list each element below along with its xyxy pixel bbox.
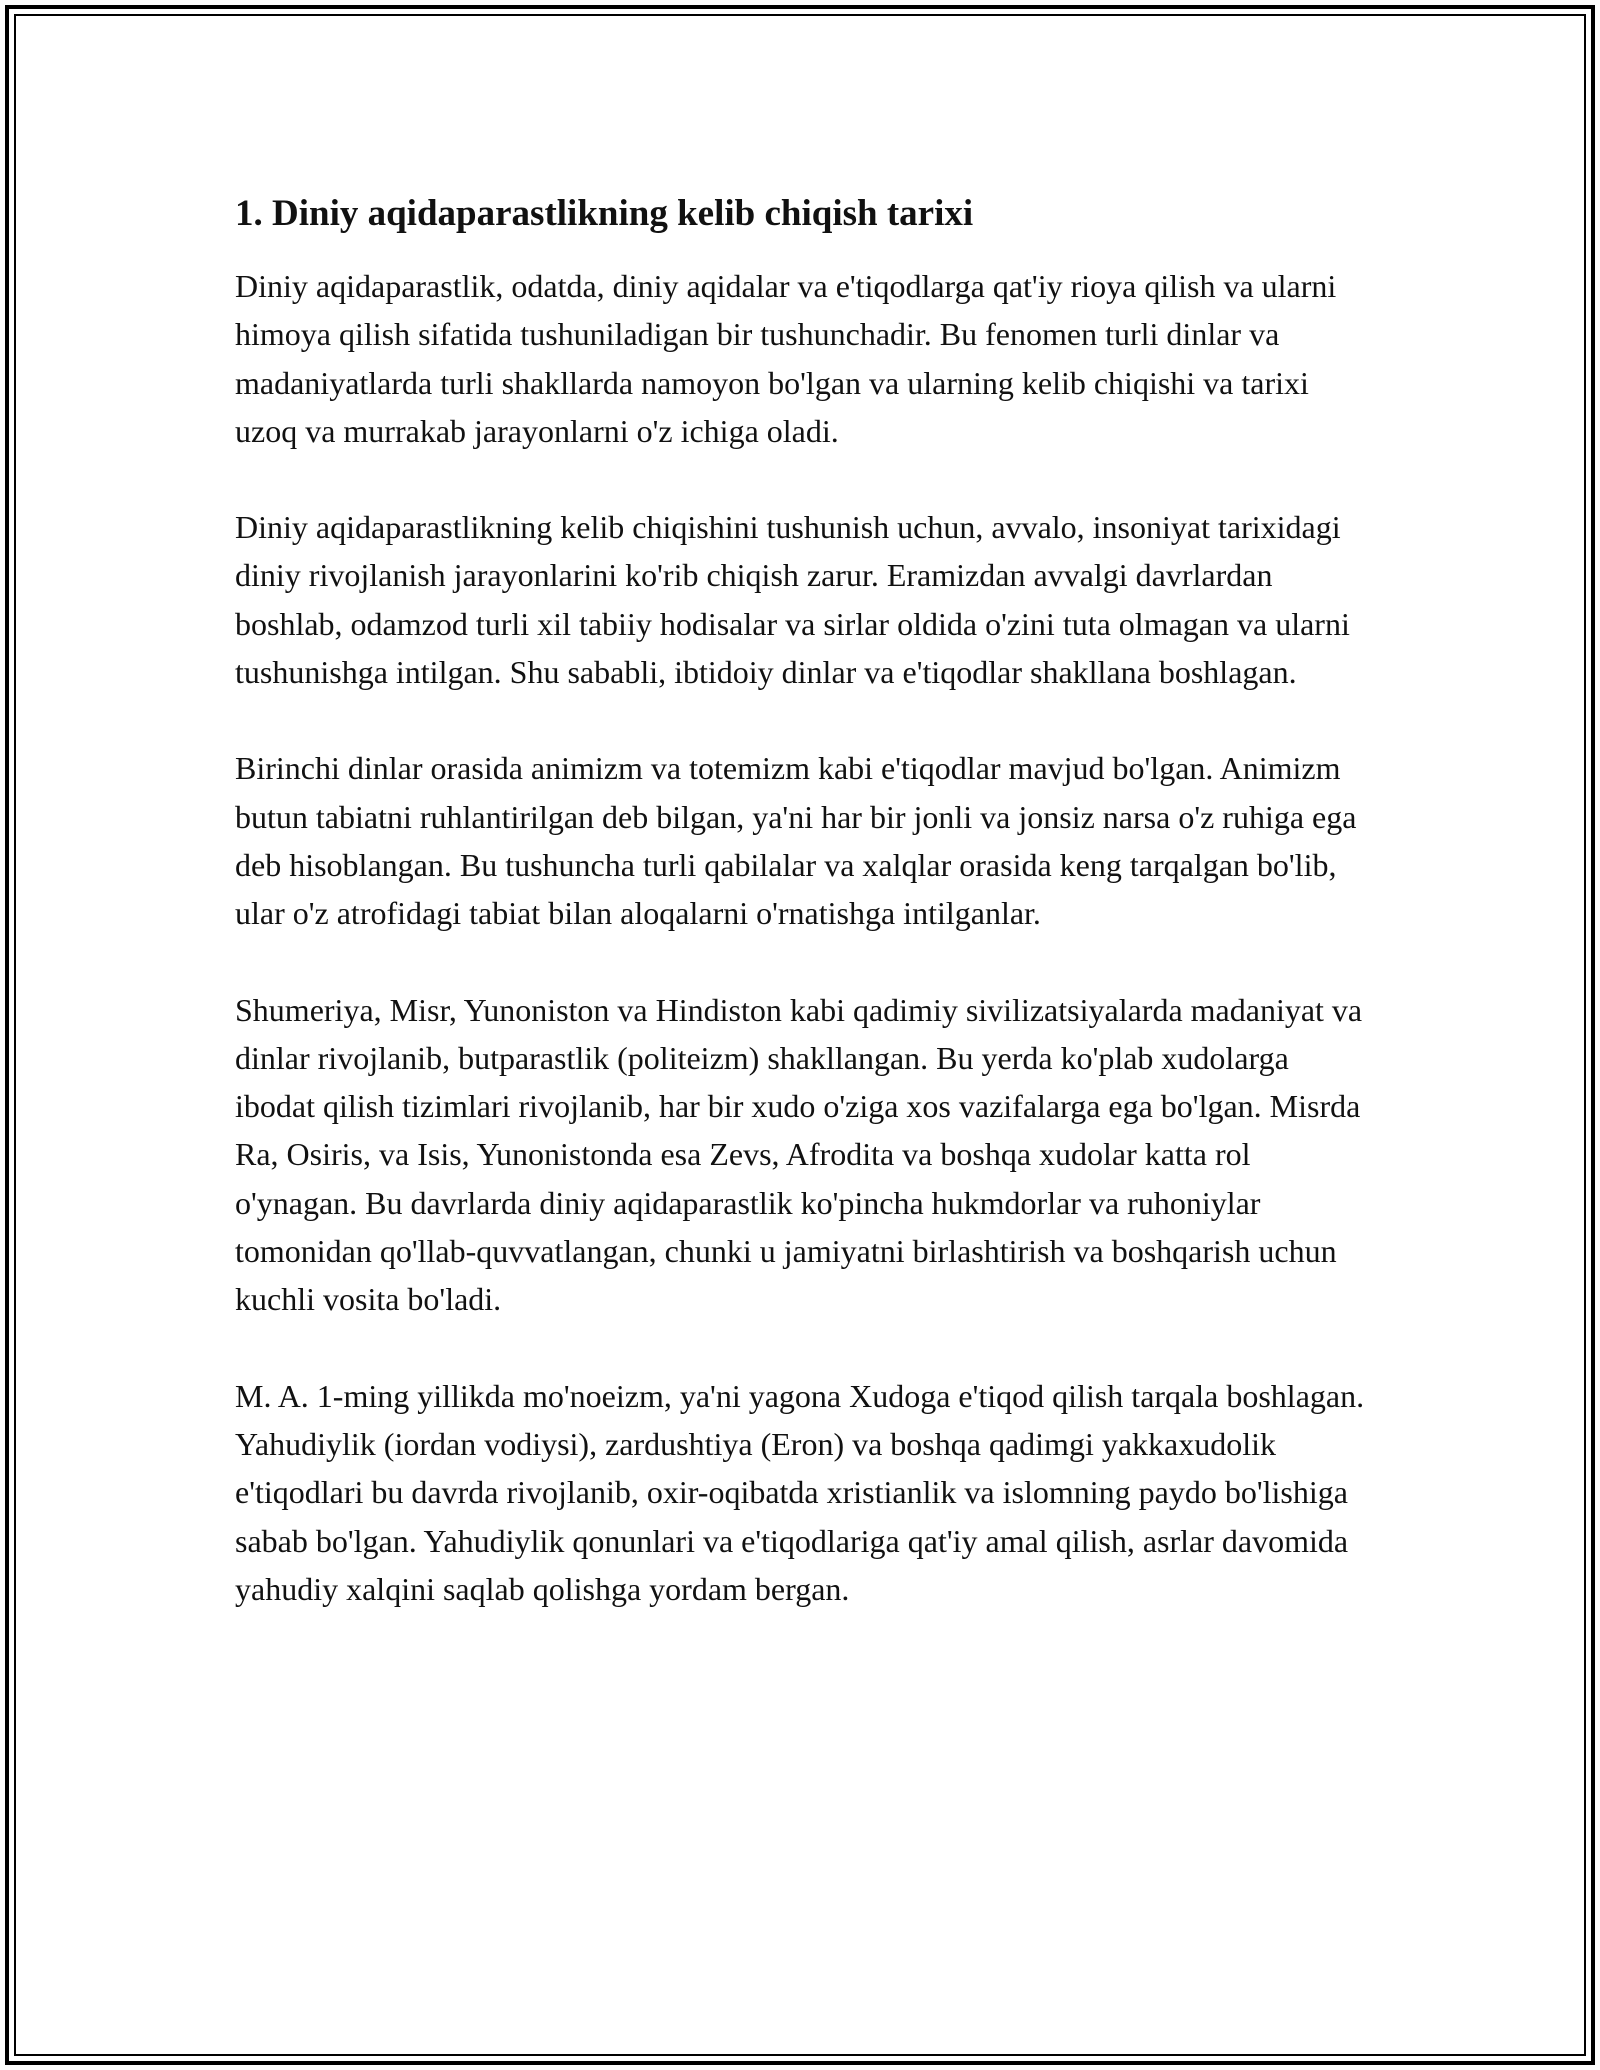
paragraph-5: M. A. 1-ming yillikda mo'noeizm, ya'ni yagona Xudoga e'tiqod qilish tarqala boshlagan. Yahudiylik (iordan vodiysi), zardushtiya (Eron) va boshqa qadimgi yakkaxudolik e'tiqodlari bu davrda rivojlanib, oxir-oqibatda xristianlik va islomning paydo bo'lishiga sabab bo'lgan. Yahudiylik qonunlari va e'tiqodlariga qat'iy amal qilish, asrlar davomida yahudiy xalqini saqlab qolishga yordam bergan. xyxy=(235,1377,1365,1607)
section-heading: 1. Diniy aqidaparastlikning kelib chiqish tarixi xyxy=(235,193,974,234)
document-body xyxy=(235,186,1365,1661)
paragraph-1: Diniy aqidaparastlik, odatda, diniy aqidalar va e'tiqodlarga qat'iy rioya qilish va ularni himoya qilish sifatida tushuniladigan bir tushunchadir. Bu fenomen turli dinlar va madaniyatlarda turli shakllarda namoyon bo'lgan va ularning kelib chiqishi va tarixi uzoq va murrakab jarayonlarni o'z ichiga oladi. xyxy=(235,268,1337,449)
paragraph-4: Shumeriya, Misr, Yunoniston va Hindiston kabi qadimiy sivilizatsiyalarda madaniyat va dinlar rivojlanib, butparastlik (politeizm) shakllangan. Bu yerda ko'plab xudolarga ibodat qilish tizimlari rivojlanib, har bir xudo o'ziga xos vazifalarga ega bo'lgan. Misrda Ra, Osiris, va Isis, Yunonistonda esa Zevs, Afrodita va boshqa xudolar katta rol o'ynagan. Bu davrlarda diniy aqidaparastlik ko'pincha hukmdorlar va ruhoniylar tomonidan qo'llab-quvvatlangan, chunki u jamiyatni birlashtirish va boshqarish uchun kuchli vosita bo'ladi. xyxy=(235,991,1363,1318)
paragraph-3: Birinchi dinlar orasida animizm va totemizm kabi e'tiqodlar mavjud bo'lgan. Animizm butun tabiatni ruhlantirilgan deb bilgan, ya'ni har bir jonli va jonsiz narsa o'z ruhiga ega deb hisoblangan. Bu tushuncha turli qabilalar va xalqlar orasida keng tarqalgan bo'lib, ular o'z atrofidagi tabiat bilan aloqalarni o'rnatishga intilganlar. xyxy=(235,750,1357,932)
paragraph-2: Diniy aqidaparastlikning kelib chiqishini tushunish uchun, avvalo, insoniyat tarixidagi diniy rivojlanish jarayonlarini ko'rib chiqish zarur. Eramizdan avvalgi davrlardan boshlab, odamzod turli xil tabiiy hodisalar va sirlar oldida o'zini tuta olmagan va ularni tushunishga intilgan. Shu sababli, ibtidoiy dinlar va e'tiqodlar shakllana boshlagan. xyxy=(235,509,1350,691)
